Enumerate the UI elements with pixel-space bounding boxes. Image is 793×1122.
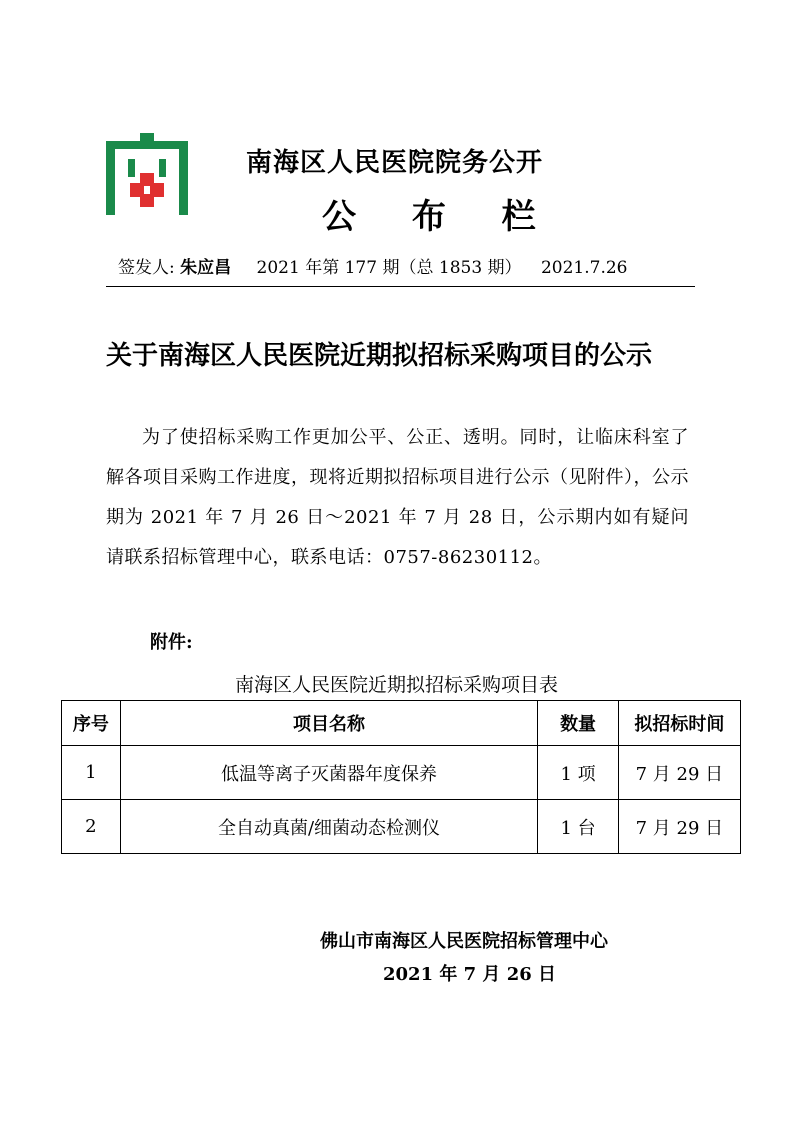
header-seq: 序号	[62, 701, 121, 746]
table-row	[62, 746, 741, 800]
procurement-table	[61, 700, 741, 854]
table-header-row	[62, 701, 741, 746]
footer-date: 2021 年 7 月 26 日	[383, 964, 557, 985]
cell-tender-time: 7 月 29 日	[618, 800, 740, 854]
cell-tender-time: 7 月 29 日	[618, 746, 740, 800]
header-divider	[106, 286, 695, 287]
total-issue-number: （总 1853 期）	[399, 258, 522, 278]
footer-org: 佛山市南海区人民医院招标管理中心	[320, 931, 608, 952]
issue-date: 2021.7.26	[540, 258, 628, 278]
issue-line	[118, 253, 628, 278]
header-quantity: 数量	[538, 701, 618, 746]
hospital-logo-icon	[106, 133, 188, 215]
table-row	[62, 800, 741, 854]
cell-item-name: 全自动真菌/细菌动态检测仪	[120, 800, 538, 854]
issue-number: 2021 年第 177 期	[256, 258, 400, 278]
org-title: 南海区人民医院院务公开	[246, 148, 544, 178]
attachment-label: 附件:	[150, 632, 193, 653]
notice-body: 为了使招标采购工作更加公平、公正、透明。同时，让临床科室了解各项目采购工作进度，现将近期拟招标项目进行公示（见附件），公示期为 2021 年 7 月 26 日～2021 年 7 月 28 日，公示期内如有疑问请联系招标管理中心，联系电话：0757-86230112。	[106, 427, 689, 568]
header-item-name: 项目名称	[120, 701, 538, 746]
cell-quantity: 1 项	[538, 746, 618, 800]
cell-seq: 1	[62, 746, 121, 800]
cell-quantity: 1 台	[538, 800, 618, 854]
signer-label: 签发人:	[118, 258, 175, 278]
table-caption: 南海区人民医院近期拟招标采购项目表	[234, 674, 558, 696]
cell-seq: 2	[62, 800, 121, 854]
header-tender-time: 拟招标时间	[618, 701, 740, 746]
cell-item-name: 低温等离子灭菌器年度保养	[120, 746, 538, 800]
notice-title: 关于南海区人民医院近期拟招标采购项目的公示	[106, 341, 653, 371]
board-title: 公 布 栏	[322, 197, 558, 237]
signer-name: 朱应昌	[180, 258, 232, 278]
